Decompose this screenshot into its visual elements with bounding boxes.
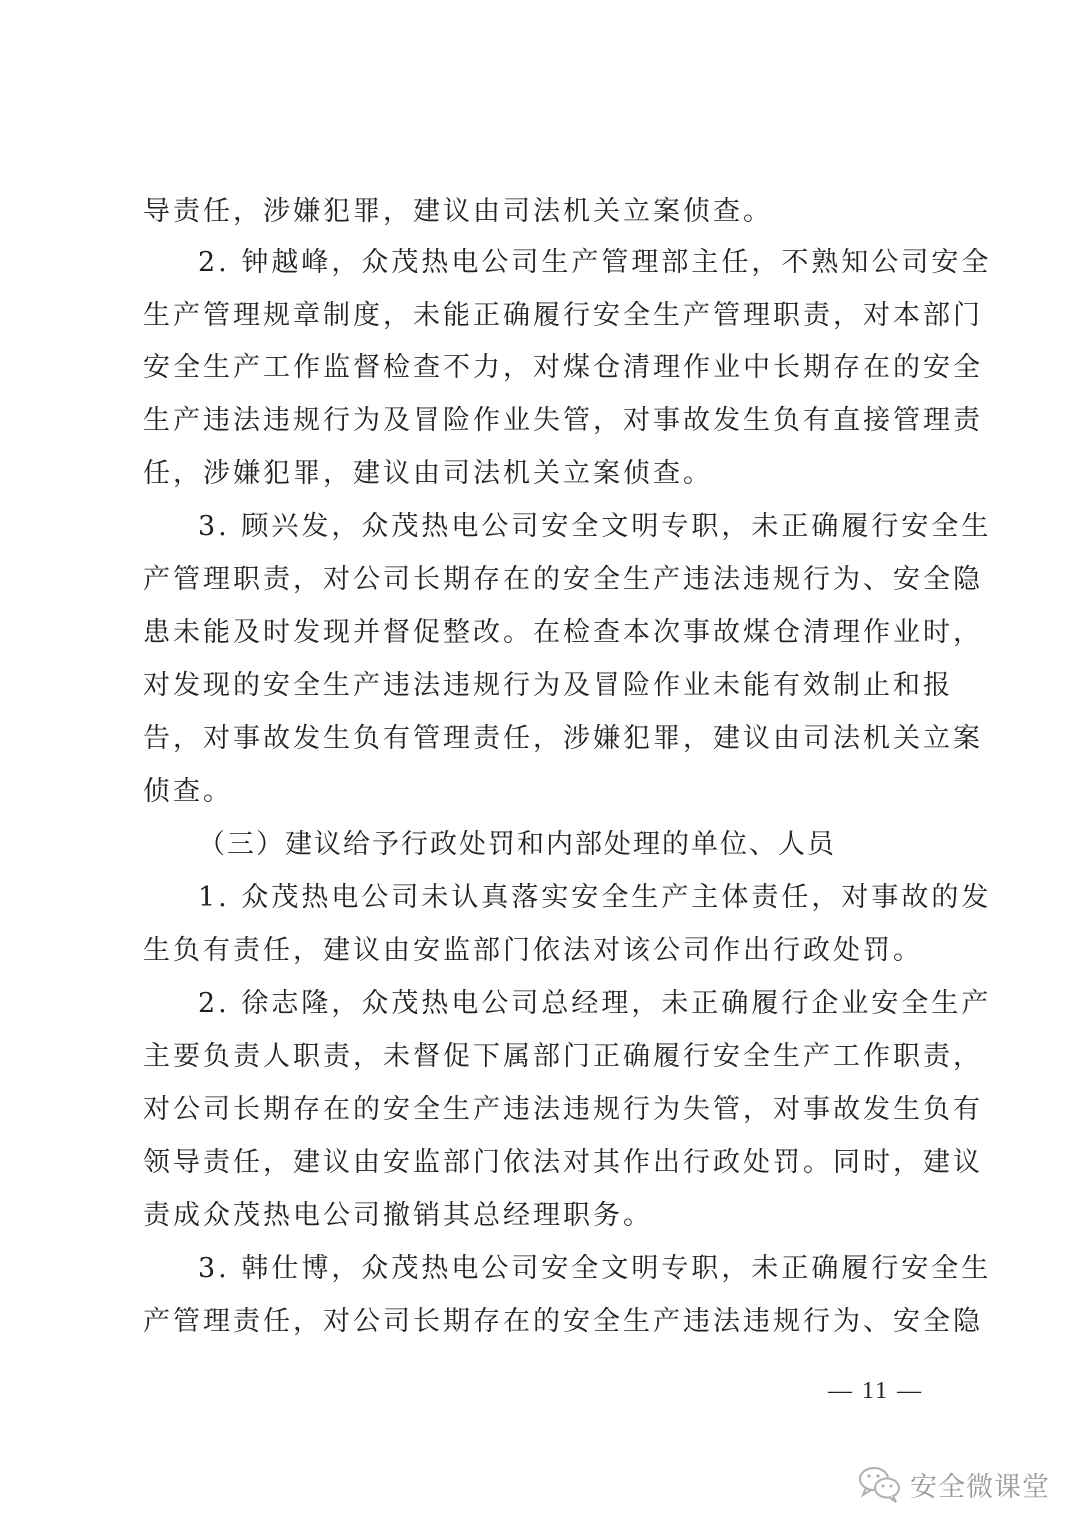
- wechat-icon: [858, 1464, 902, 1504]
- text-line: 生负有责任，建议由安监部门依法对该公司作出行政处罚。: [143, 935, 923, 966]
- text-line: 患未能及时发现并督促整改。在检查本次事故煤仓清理作业时，: [143, 617, 983, 648]
- watermark-label: 安全微课堂: [910, 1471, 1050, 1503]
- text-line: 生产违法违规行为及冒险作业失管，对事故发生负有直接管理责: [143, 405, 983, 436]
- text-line: 2. 徐志隆，众茂热电公司总经理，未正确履行企业安全生产: [198, 988, 992, 1019]
- section-heading: （三）建议给予行政处罚和内部处理的单位、人员: [198, 829, 836, 860]
- text-line: 安全生产工作监督检查不力，对煤仓清理作业中长期存在的安全: [143, 352, 983, 383]
- text-line: 对发现的安全生产违法违规行为及冒险作业未能有效制止和报: [143, 670, 953, 701]
- text-line: 2. 钟越峰，众茂热电公司生产管理部主任，不熟知公司安全: [198, 247, 992, 278]
- text-line: 3. 韩仕博，众茂热电公司安全文明专职，未正确履行安全生: [198, 1253, 992, 1284]
- text-line: 产管理责任，对公司长期存在的安全生产违法违规行为、安全隐: [143, 1306, 983, 1337]
- text-line: 侦查。: [143, 776, 233, 807]
- text-line: 任，涉嫌犯罪，建议由司法机关立案侦查。: [143, 458, 713, 489]
- text-line: 导责任，涉嫌犯罪，建议由司法机关立案侦查。: [143, 196, 773, 227]
- text-line: 领导责任，建议由安监部门依法对其作出行政处罚。同时，建议: [143, 1147, 983, 1178]
- text-line: 告，对事故发生负有管理责任，涉嫌犯罪，建议由司法机关立案: [143, 723, 983, 754]
- text-line: 1. 众茂热电公司未认真落实安全生产主体责任，对事故的发: [198, 882, 992, 913]
- text-line: 产管理职责，对公司长期存在的安全生产违法违规行为、安全隐: [143, 564, 983, 595]
- page-number: — 11 —: [828, 1378, 924, 1404]
- text-line: 责成众茂热电公司撤销其总经理职务。: [143, 1200, 653, 1231]
- text-line: 3. 顾兴发，众茂热电公司安全文明专职，未正确履行安全生: [198, 511, 992, 542]
- text-line: 生产管理规章制度，未能正确履行安全生产管理职责，对本部门: [143, 300, 983, 331]
- watermark: [858, 1462, 1050, 1506]
- text-line: 主要负责人职责，未督促下属部门正确履行安全生产工作职责，: [143, 1041, 983, 1072]
- text-line: 对公司长期存在的安全生产违法违规行为失管，对事故发生负有: [143, 1094, 983, 1125]
